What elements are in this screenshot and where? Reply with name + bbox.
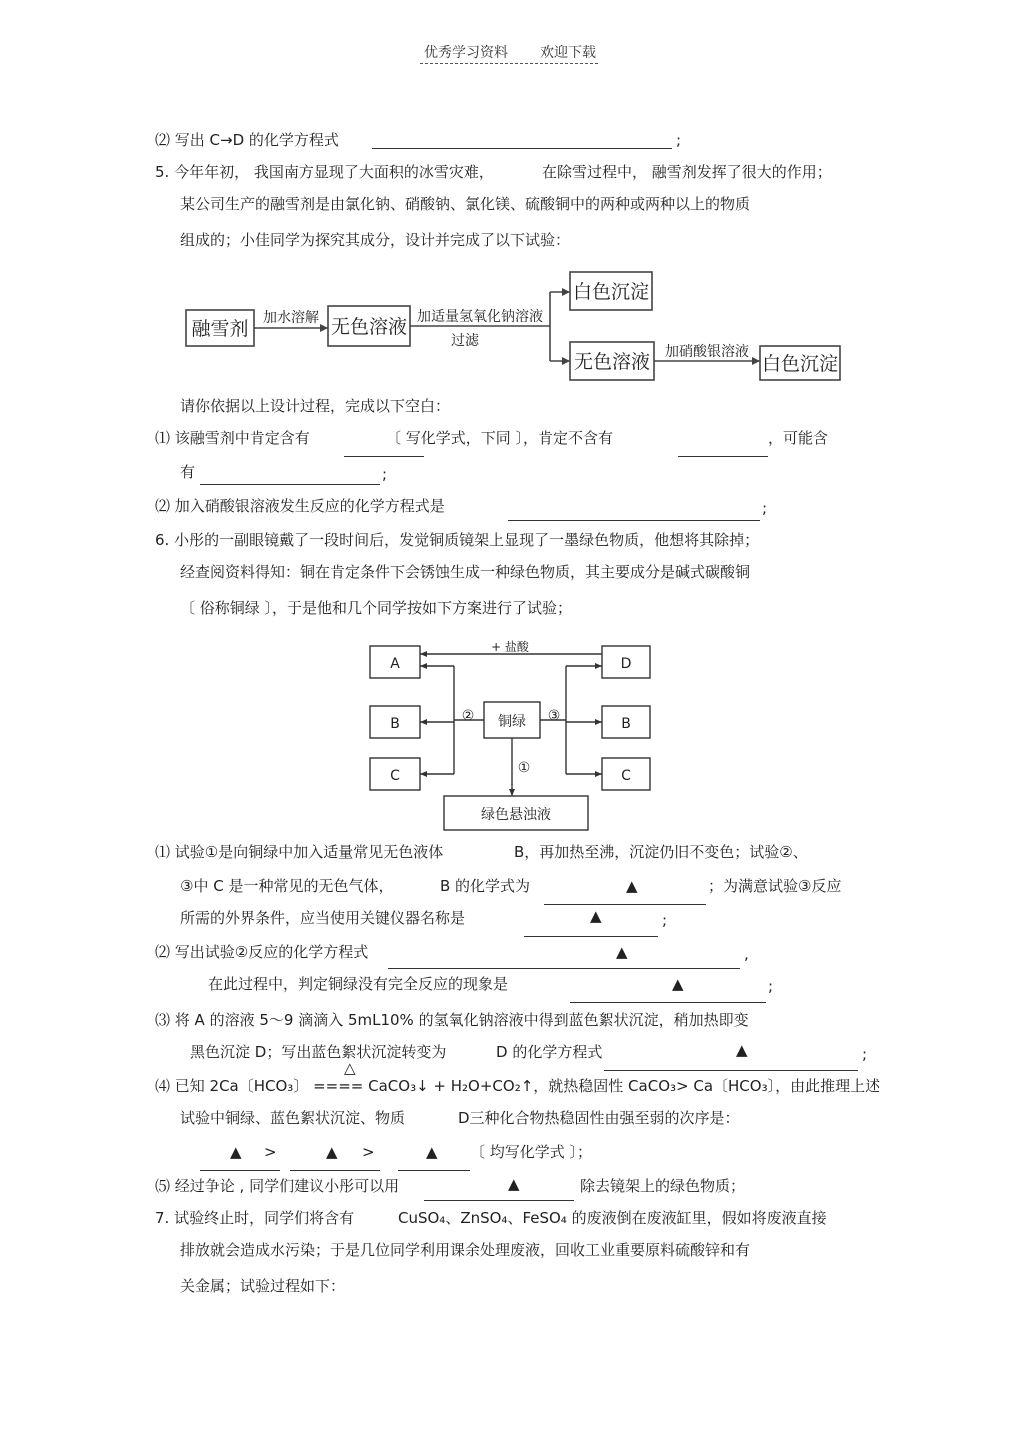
greater-than: > [264,1143,277,1161]
hcl-label: + 盐酸 [491,640,529,654]
q5-1-may: ，可能含 [768,429,829,447]
label-D: D [620,656,632,672]
q5-line1a: 5. 今年年初， 我国南方显现了大面积的冰雪灾难， [155,163,494,181]
q6-1-text6: 所需的外界条件，应当使用关键仪器名称是 [180,909,466,927]
answer-blank [678,456,768,457]
q5-1-text: ⑴ 该融雪剂中肯定含有 [155,429,310,447]
q6-line1: 6. 小彤的一副眼镜戴了一段时间后，发觉铜质镜架上显现了一墨绿色物质，他想将其除掉； [155,531,760,549]
q6-4-note: 〔 均写化学式 〕； [470,1143,593,1161]
copper-green-diagram [360,636,660,836]
punct: ; [676,131,682,149]
q7-line2: 排放就会造成水污染；于是几位同学利用课余处理废液，回收工业重要原料硫酸锌和有 [180,1241,751,1259]
punct: ; [662,911,668,929]
q5-1-note: 〔 写化学式，下同 〕，肯定不含有 [386,429,614,447]
q6-1-text2: B，再加热至沸，沉淀仍旧不变色；试验②、 [514,843,808,861]
answer-marker: ▲ [426,1143,438,1161]
q6-1-text: ⑴ 试验①是向铜绿中加入适量常见无色液体 [155,843,444,861]
header-right: 欢迎下载 [540,45,596,61]
box2-label: 无色溶液 [330,316,408,338]
answer-marker: ▲ [616,943,628,961]
label-B-left: B [390,716,400,732]
answer-marker: ▲ [590,907,602,925]
answer-blank [570,1002,766,1003]
label-step3: ③ [547,708,561,724]
arrow1-label: 加水溶解 [263,310,319,326]
arrow2-bottom-label: 过滤 [451,333,479,349]
box1-label: 融雪剂 [191,318,249,340]
answer-marker: ▲ [508,1175,520,1193]
label-B-right: B [621,716,631,732]
q5-line2: 某公司生产的融雪剂是由氯化钠、硝酸钠、氯化镁、硫酸铜中的两种或两种以上的物质 [180,195,751,213]
q6-4-text3: D三种化合物热稳固性由强至弱的次序是： [458,1109,740,1127]
punct: ; [768,977,774,995]
q6-1-text5: ；为满意试验③反应 [708,877,842,895]
q6-1-text3: ③中 C 是一种常见的无色气体， [180,877,394,895]
answer-blank [544,904,706,905]
answer-marker: ▲ [230,1143,242,1161]
q7-line3: 关金属；试验过程如下： [180,1277,346,1295]
q6-3-text3: D 的化学方程式 [496,1043,603,1061]
answer-blank [290,1170,380,1171]
heat-symbol: △ [344,1059,356,1077]
answer-blank [604,1070,858,1071]
q6-5-text2: 除去镜架上的绿色物质； [580,1177,746,1195]
label-step1: ① [517,760,531,776]
answer-blank [524,936,658,937]
answer-blank [344,456,424,457]
q6-2-text2: 在此过程中，判定铜绿没有完全反应的现象是 [208,975,509,993]
label-green-suspension: 绿色悬浊液 [481,807,551,823]
answer-marker: ▲ [626,877,638,895]
q5-1-has: 有 [180,463,196,481]
q6-4-text: ⑷ 已知 2Ca〔HCO₃〕 ==== CaCO₃↓ + H₂O+CO₂↑，就热稳固性 CaCO₃> Ca〔HCO₃〕，由此推理上述 [155,1077,881,1095]
header-divider [420,63,598,64]
punct: ; [762,499,768,517]
answer-blank [388,968,740,969]
answer-marker: ▲ [736,1041,748,1059]
q6-4-text2: 试验中铜绿、蓝色絮状沉淀、物质 [180,1109,406,1127]
label-C-left: C [390,768,400,784]
answer-marker: ▲ [672,975,684,993]
answer-blank [200,484,380,485]
punct: ; [862,1045,868,1063]
q5-line3: 组成的；小佳同学为探究其成分，设计并完成了以下试验： [180,231,571,249]
q6-3-text: ⑶ 将 A 的溶液 5～9 滴滴入 5mL10% 的氢氧化钠溶液中得到蓝色絮状沉淀，稍加热即变 [155,1011,749,1029]
snowmelt-flow-diagram [180,266,850,388]
q5-line4: 请你依据以上设计过程，完成以下空白： [180,397,451,415]
q6-2-text: ⑵ 写出试验②反应的化学方程式 [155,943,369,961]
q6-line2: 经查阅资料得知：铜在肯定条件下会锈蚀生成一种绿色物质，其主要成分是碱式碳酸铜 [180,563,751,581]
answer-blank [200,1170,280,1171]
answer-blank [398,1170,470,1171]
q6-line3: 〔 俗称铜绿 〕，于是他和几个同学按如下方案进行了试验； [180,599,573,617]
answer-blank [372,148,672,149]
box-mid-label: 无色溶液 [573,351,651,373]
label-copper-green: 铜绿 [498,714,526,730]
answer-marker: ▲ [326,1143,338,1161]
q6-3-text2: 黑色沉淀 D；写出蓝色絮状沉淀转变为 [190,1043,447,1061]
box-top-label: 白色沉淀 [572,281,650,303]
label-A: A [390,656,400,672]
label-C-right: C [621,768,631,784]
box-end-label: 白色沉淀 [761,353,839,375]
q7-line1a: 7. 试验终止时，同学们将含有 [155,1209,355,1227]
punct: ; [382,465,388,483]
punct: , [744,945,749,963]
greater-than: > [362,1143,375,1161]
label-step2: ② [461,708,475,724]
answer-blank [424,1200,574,1201]
q5-line1b: 在除雪过程中， 融雪剂发挥了很大的作用； [542,163,832,181]
q6-5-text: ⑸ 经过争论 , 同学们建议小彤可以用 [155,1177,400,1195]
arrow3-label: 加硝酸银溶液 [665,344,749,360]
q6-1-text4: B 的化学式为 [440,877,531,895]
answer-blank [508,520,760,521]
q7-line1b: CuSO₄、ZnSO₄、FeSO₄ 的废液倒在废液缸里，假如将废液直接 [398,1209,827,1227]
q4-2-text: ⑵ 写出 C→D 的化学方程式 [155,131,339,149]
header-left: 优秀学习资料 [424,45,508,61]
q5-2-text: ⑵ 加入硝酸银溶液发生反应的化学方程式是 [155,497,445,515]
arrow2-top-label: 加适量氢氧化钠溶液 [417,309,543,325]
